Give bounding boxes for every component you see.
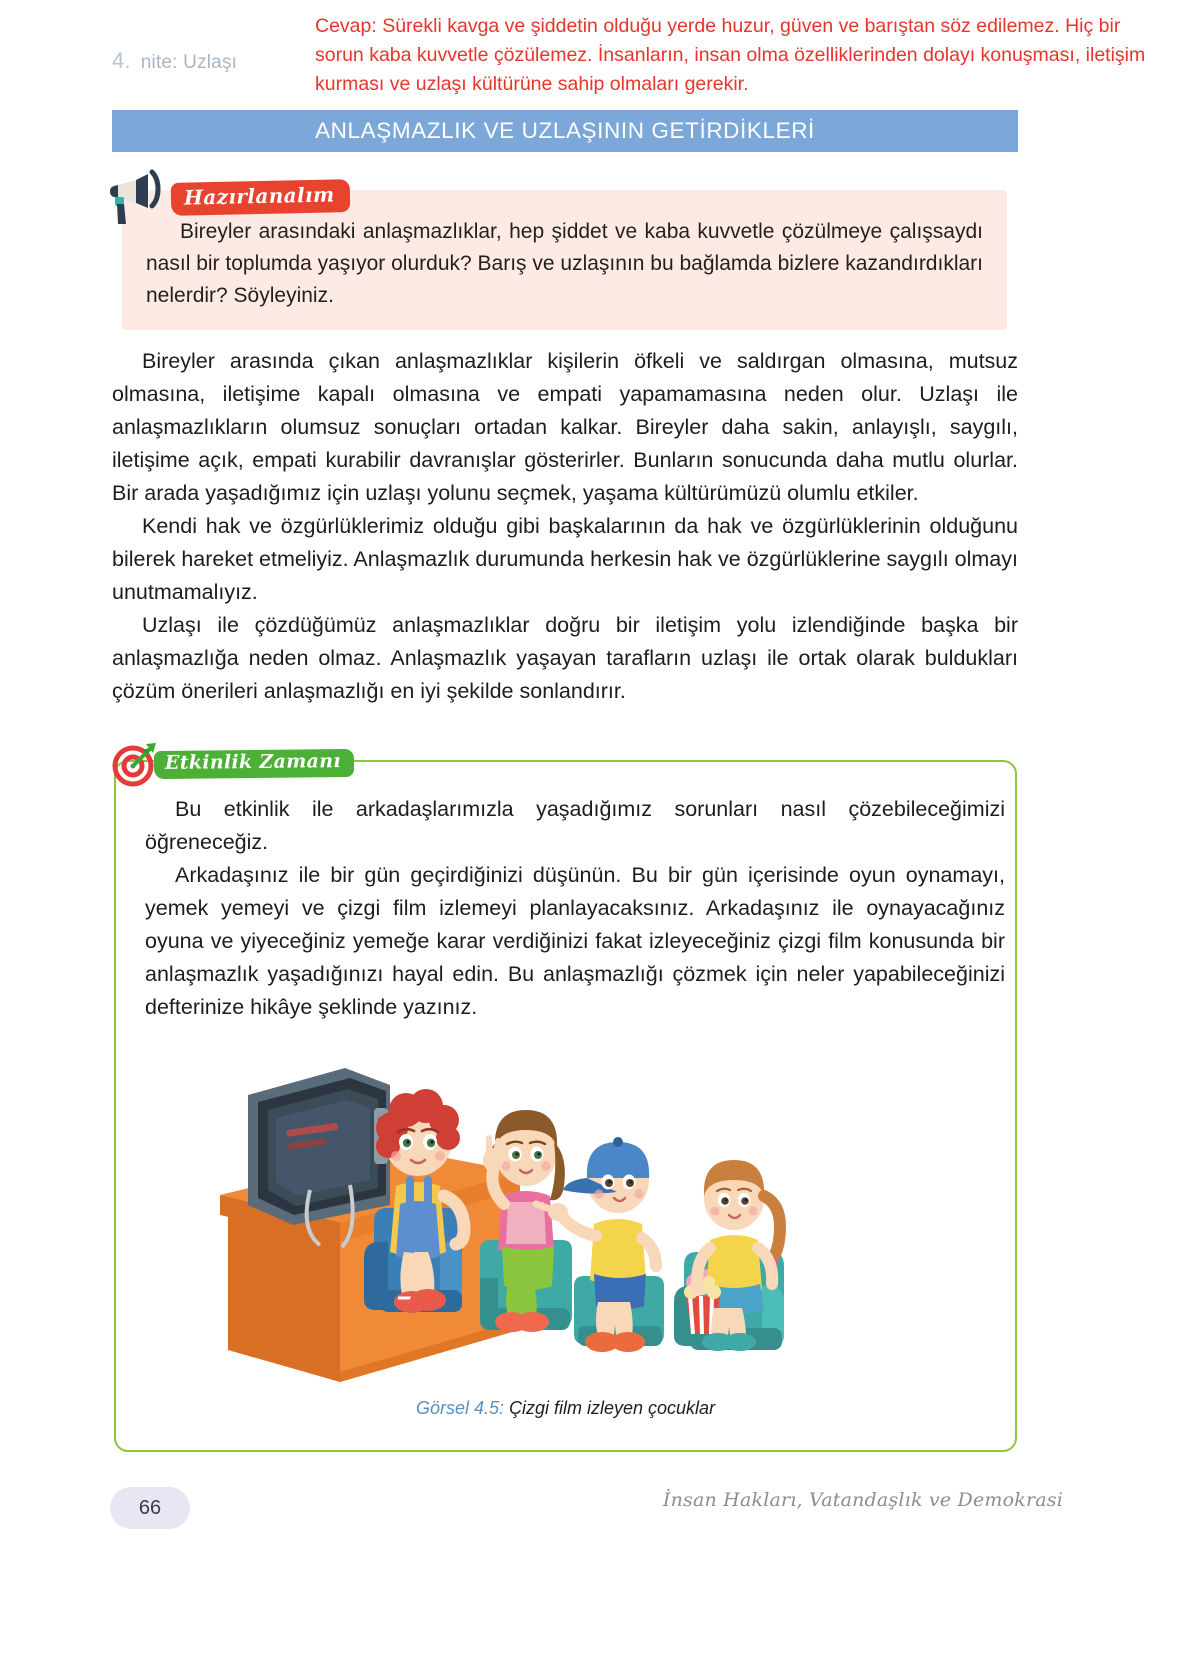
activity-badge-group — [112, 741, 354, 787]
body-paragraph-3: Uzlaşı ile çözdüğümüz anlaşmazlıklar doğru bir iletişim yolu izlendiğinde başka bir anlaşmazlığa neden olmaz. Anlaşmazlık yaşayan tarafların uzlaşı ile ortak olarak buldukları çözüm önerileri anlaşmazlığı en iyi şekilde sonlandırır. — [112, 613, 1018, 703]
activity-badge-label: Etkinlik Zamanı — [154, 749, 354, 779]
prepare-box-text: Bireyler arasındaki anlaşmazlıklar, hep şiddet ve kaba kuvvetle çözülmeye çalışsaydı nasıl bir toplumda yaşıyor olurduk? Barış ve uzlaşının bu bağlamda bizlere kazandırdıkları nelerdir? Söyleyiniz. — [146, 220, 983, 307]
running-head-unit-number: 4. — [112, 48, 131, 73]
page-number-value: 66 — [138, 1496, 162, 1519]
body-paragraph-2: Kendi hak ve özgürlüklerimiz olduğu gibi başkalarının da hak ve özgürlüklerinin olduğunu bilerek hareket etmeliyiz. Anlaşmazlık durumunda herkesin hak ve özgürlüklerine saygılı olmayı unutmamalıyız. — [112, 514, 1018, 604]
running-head-unit-label: nite: Uzlaşı — [140, 52, 238, 73]
section-banner — [112, 110, 1018, 152]
answer-annotation: Cevap: Sürekli kavga ve şiddetin olduğu yerde huzur, güven ve barıştan söz edilemez. Hiç bir sorun kaba kuvvetle çözülemez. İnsanların, insan olma özelliklerinden dolayı konuşması, iletişim kurması ve uzlaşı kültürüne sahip olmaları gerekir. — [315, 15, 1146, 95]
footer-book-title: İnsan Hakları, Vatandaşlık ve Demokrasi — [662, 1489, 1063, 1511]
figure-caption-ref: Görsel 4.5: — [415, 1398, 504, 1418]
target-dart-icon — [112, 741, 158, 787]
running-head — [112, 48, 237, 74]
body-paragraph-1: Bireyler arasında çıkan anlaşmazlıklar kişilerin öfkeli ve saldırgan olmasına, mutsuz olmasına, iletişime kapalı olmasına ve empati yapamamasına neden olur. Uzlaşı ile anlaşmazlıkların olumsuz sonuçları ortadan kalkar. Bireyler daha sakin, anlayışlı, saygılı, iletişime açık, empati kurabilir davranışlar gösterirler. Bunların sonucunda daha mutlu olurlar. Bir arada yaşadığımız için uzlaşı yolunu seçmek, yaşama kültürümüzü olumlu etkiler. — [112, 349, 1018, 505]
prepare-badge-label: Hazırlanalım — [172, 180, 349, 215]
activity-paragraph-2: Arkadaşınız ile bir gün geçirdiğinizi düşünün. Bu bir gün içerisinde oyun oynamayı, yemek yemeyi ve çizgi film izlemeyi planlayacaksınız. Arkadaşınız ile oynayacağınız oyuna ve yiyeceğiniz yemeğe karar verdiğinizi fakat izleyeceğiniz çizgi film konusunda bir anlaşmazlık yaşadığınızı hayal edin. Bu anlaşmazlığı çözmek için neler yapabileceğinizi defterinize hikâye şeklinde yazınız. — [145, 863, 1005, 1019]
figure-caption-text: Çizgi film izleyen çocuklar — [509, 1398, 716, 1418]
figure-caption — [114, 1398, 1017, 1419]
activity-paragraph-1: Bu etkinlik ile arkadaşlarımızla yaşadığımız sorunları nasıl çözebileceğimizi öğreneceğiz. — [145, 797, 1005, 854]
children-watching-cartoon-illustration — [190, 990, 950, 1390]
megaphone-icon — [108, 168, 170, 226]
page-number-badge — [110, 1487, 190, 1529]
prepare-badge-group — [108, 168, 349, 226]
body-text — [112, 345, 1018, 708]
section-banner-title: ANLAŞMAZLIK VE UZLAŞININ GETİRDİKLERİ — [315, 118, 815, 143]
